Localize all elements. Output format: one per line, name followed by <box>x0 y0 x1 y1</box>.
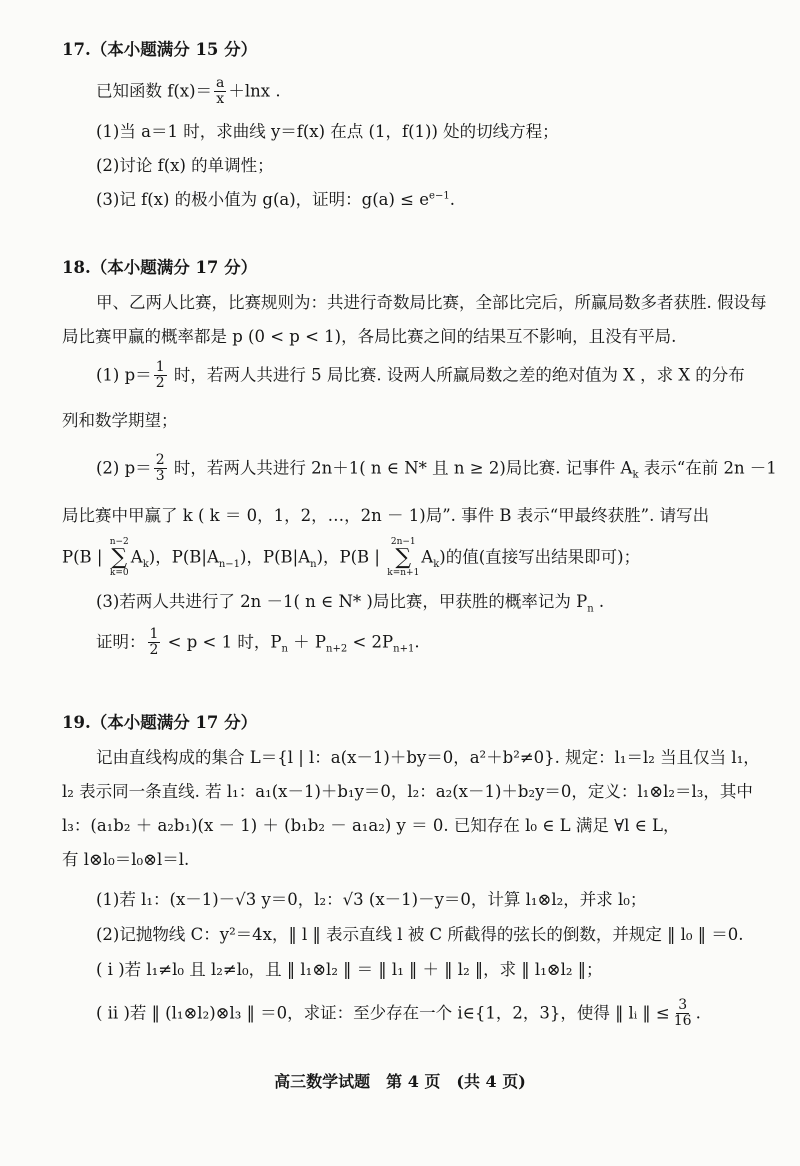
q18-proof: 证明： $\frac{1}{2}$ < p < 1 时，$P_n + P_{n+2} < 2P_{n+1}$. <box>96 626 420 659</box>
q19-part2ii: ( ⅱ )若 ‖ (l₁⊗l₂)⊗l₃ ‖ ＝0，求证：至少存在一个 i∈{1，2，3}，使得 ‖ lᵢ ‖ ≤ $\frac{3}{16}$ . <box>96 997 701 1030</box>
q19-part2ii-fraction: $\frac{3}{16}$ <box>673 997 692 1030</box>
sum-operator-1: n−2 ∑ k=0 <box>109 537 129 578</box>
q17-part3: (3)记 f(x) 的极小值为 g(a)，证明：$g(a) \le e^{e-1}$. <box>96 190 455 209</box>
q18-rules-line2: 局比赛甲赢的概率都是 p (0 < p < 1)，各局比赛之间的结果互不影响，且没有平局. <box>62 327 677 346</box>
sum-operator-2: 2n−1 ∑ k=n+1 <box>387 537 420 578</box>
q18-proof-fraction: $\frac{1}{2}$ <box>149 626 159 659</box>
q18-part1: (1) p＝ $\frac{1}{2}$ 时，若两人共进行 5 局比赛. 设两人所赢局数之差的绝对值为 X ，求 X 的分布 <box>96 359 745 392</box>
q17-part2: (2)讨论 f(x) 的单调性； <box>96 156 274 175</box>
q17-part1: (1)当 a＝1 时，求曲线 y＝f(x) 在点 (1，f(1)) 处的切线方程； <box>96 122 559 141</box>
q19-part2i: ( ⅰ )若 l₁≠l₀ 且 l₂≠l₀，且 ‖ l₁⊗l₂ ‖ ＝ ‖ l₁ ‖ ＋ ‖ l₂ ‖，求 ‖ l₁⊗l₂ ‖； <box>96 960 603 979</box>
q17-fraction: $\frac{a}{x}$ <box>216 75 225 108</box>
q18-part2-fraction: $\frac{2}{3}$ <box>155 452 165 485</box>
q19-line4: 有 l⊗l₀＝l₀⊗l＝l. <box>62 850 190 869</box>
q19-line2: l₂ 表示同一条直线. 若 l₁：a₁(x－1)＋b₁y＝0，l₂：a₂(x－1)＋b₂y＝0，定义：l₁⊗l₂＝l₃，其中 <box>62 782 753 801</box>
q19-part2: (2)记抛物线 C：y²＝4x，‖ l ‖ 表示直线 l 被 C 所截得的弦长的倒数，并规定 ‖ l₀ ‖ ＝0. <box>96 925 744 944</box>
q18-part2-line3: P(B | n−2 ∑ k=0 $A_k$)，$P(B|A_{n-1})$，$P(B|A_n)$，P(B | 2n−1 ∑ k=n+1 $A_k$)的值(直接写出结果即可)； <box>62 537 641 578</box>
q17-heading: 17.（本小题满分 15 分） <box>62 40 258 59</box>
q18-part1-cont: 列和数学期望； <box>62 411 178 430</box>
q18-part2: (2) p＝ $\frac{2}{3}$ 时，若两人共进行 2n＋1( n ∈ N* 且 n ≥ 2)局比赛. 记事件 $A_k$ 表示“在前 2n －1 <box>96 452 777 485</box>
q18-part3: (3)若两人共进行了 2n －1( n ∈ N* )局比赛，甲获胜的概率记为 $P_n$ . <box>96 592 605 615</box>
q18-part2-line2: 局比赛中甲赢了 k ( k ＝ 0，1，2，…，2n － 1)局”. 事件 B 表示“甲最终获胜”. 请写出 <box>62 506 710 525</box>
q19-heading: 19.（本小题满分 17 分） <box>62 713 258 732</box>
q19-line1: 记由直线构成的集合 L＝{l | l：a(x－1)＋by＝0，a²＋b²≠0}. 规定：l₁＝l₂ 当且仅当 l₁， <box>96 748 760 767</box>
q18-part1-fraction: $\frac{1}{2}$ <box>155 359 165 392</box>
q17-intro: 已知函数 f(x)＝ $\frac{a}{x}$ ＋lnx . <box>96 75 281 108</box>
q19-part1: (1)若 l₁：(x－1)－√3 y＝0，l₂：√3 (x－1)－y＝0，计算 l₁⊗l₂，并求 l₀； <box>96 890 647 909</box>
q19-line3: l₃：(a₁b₂ ＋ a₂b₁)(x － 1) ＋ (b₁b₂ － a₁a₂) y ＝ 0. 已知存在 l₀ ∈ L 满足 ∀l ∈ L， <box>62 816 680 835</box>
page-footer: 高三数学试题 第 4 页 (共 4 页) <box>274 1072 526 1091</box>
q18-rules-line1: 甲、乙两人比赛，比赛规则为：共进行奇数局比赛，全部比完后，所赢局数多者获胜. 假设每 <box>96 293 767 312</box>
q18-heading: 18.（本小题满分 17 分） <box>62 258 258 277</box>
